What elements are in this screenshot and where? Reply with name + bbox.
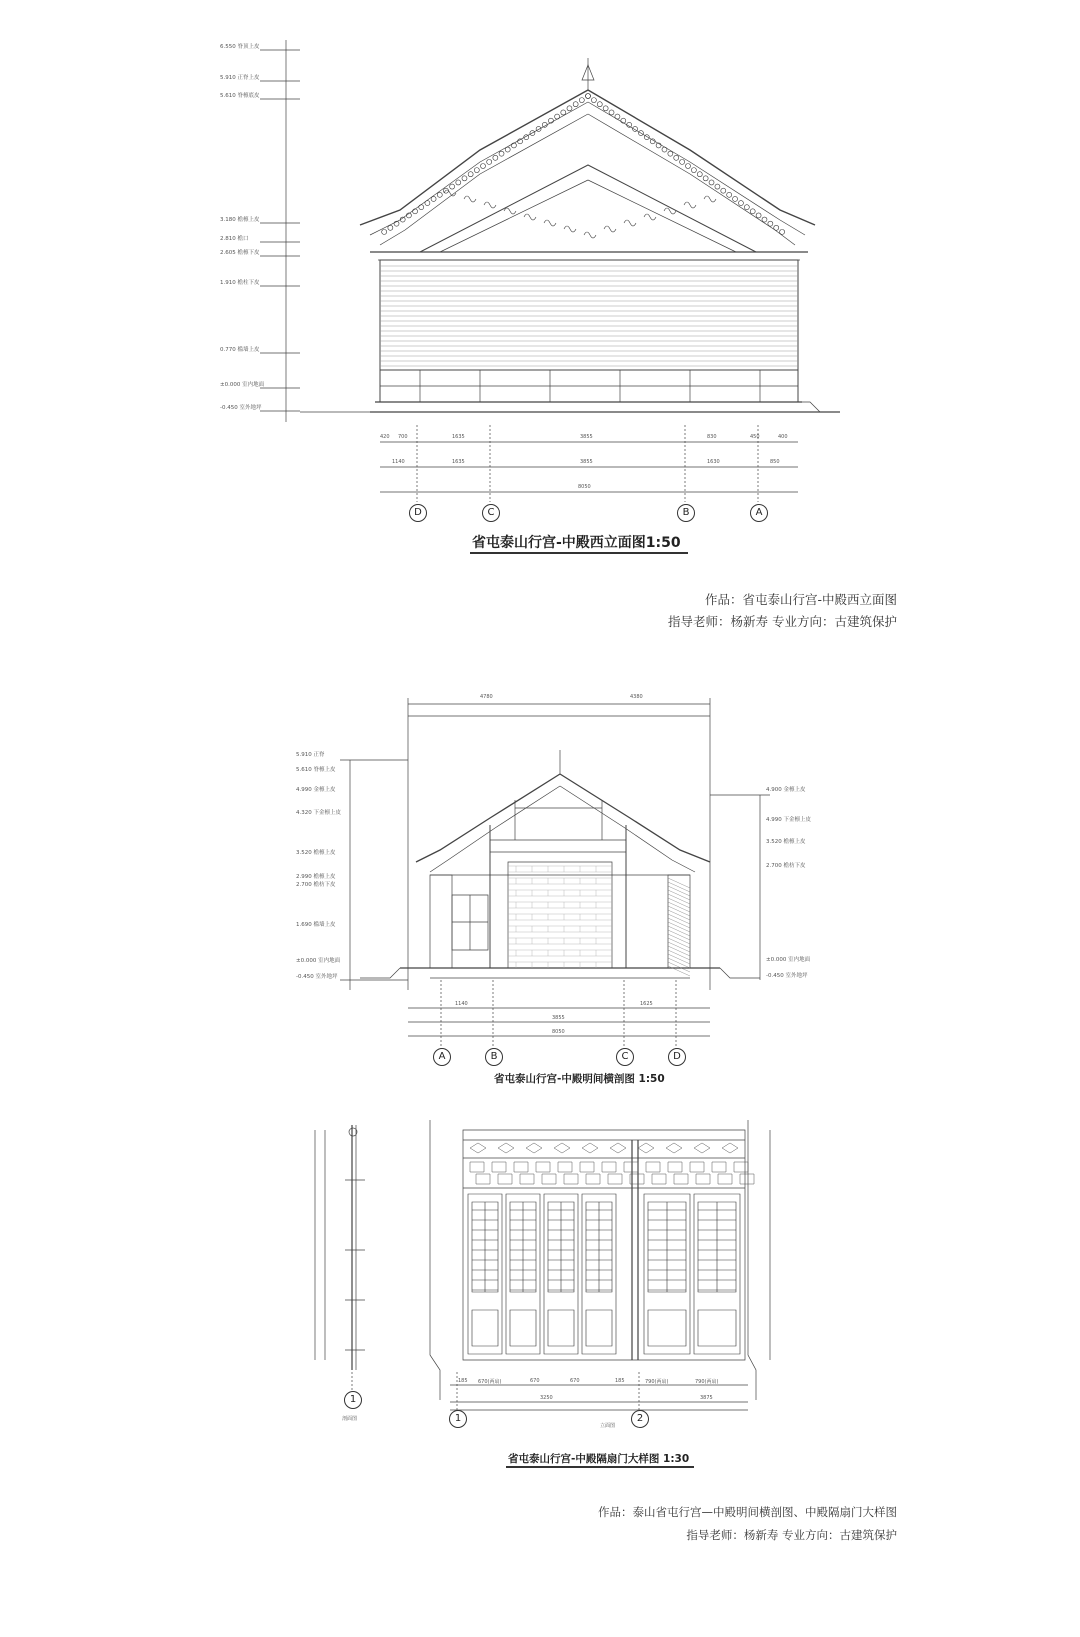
credit-work: 作品：省屯泰山行宫-中殿西立面图: [704, 592, 897, 607]
level-mark: 4.900 金檩上皮: [766, 787, 806, 793]
credit-advisor: 指导老师：杨新寿 专业方向：古建筑保护: [668, 614, 897, 629]
dimension-row: 1140 1635 3855 1630 850: [392, 459, 780, 465]
axis-bubble-c: C: [616, 1048, 634, 1066]
level-mark: ±0.000 室内地面: [220, 382, 265, 388]
level-mark: 2.605 檐檩下皮: [220, 250, 260, 256]
level-mark: 5.610 脊檩上皮: [296, 767, 336, 773]
drawing-caption: 省屯泰山行宫-中殿西立面图1:50: [472, 535, 681, 551]
level-mark: 4.320 下金檩上皮: [296, 810, 342, 816]
level-mark: 4.990 下金檩上皮: [766, 817, 812, 823]
dimension-top: 4380: [630, 694, 643, 700]
axis-bubble-1: 1: [344, 1391, 362, 1409]
level-mark: 2.700 檐枋下皮: [766, 863, 806, 869]
drawing-caption: 省屯泰山行宫-中殿隔扇门大样图 1:30: [508, 1453, 690, 1465]
level-mark: -0.450 室外地坪: [296, 974, 338, 980]
elevation-line-drawing: [220, 30, 840, 530]
level-mark: 2.810 檐口: [220, 236, 249, 242]
section-line-drawing: [290, 690, 830, 1070]
level-mark: 5.910 正脊上皮: [220, 75, 260, 81]
level-mark: 3.520 檐檩上皮: [296, 850, 336, 856]
level-mark: 0.770 槛墙上皮: [220, 347, 260, 353]
level-mark: 6.550 脊顶上皮: [220, 44, 260, 50]
level-mark: -0.450 室外地坪: [220, 405, 262, 411]
level-mark: 2.700 檐枋下皮: [296, 882, 336, 888]
level-mark: 1.910 檐柱下皮: [220, 280, 260, 286]
west-elevation-drawing: [220, 30, 840, 560]
level-mark: 5.610 脊檩底皮: [220, 93, 260, 99]
side-view-label: 剖面图: [342, 1416, 358, 1422]
level-mark: -0.450 室外地坪: [766, 973, 808, 979]
credit-advisor: 指导老师：杨新寿 专业方向：古建筑保护: [686, 1528, 897, 1542]
level-mark: 3.520 檐檩上皮: [766, 839, 806, 845]
axis-bubble-b: B: [485, 1048, 503, 1066]
axis-bubble-a: A: [433, 1048, 451, 1066]
level-mark: 5.910 正脊: [296, 752, 325, 758]
level-mark: ±0.000 室内地面: [296, 958, 341, 964]
cross-section-drawing: 4780 4380 5.910 正脊 5.610 脊檩上皮 4.990 金檩上皮 4.320 下金檩上皮 3.520 檐檩上皮 2.990 檐檩上皮 2.700 檐枋下皮 1.690 槛墙上皮 ±0.000 室内地面 -0.450 室外地坪 4.900 金檩上皮 4.990 下金檩上皮 3.520 檐檩上皮 2.700 檐枋下皮 ±0.000 室内地面 -0.450 室外地坪 1140 3855 1625 8050 A B C D: [290, 690, 830, 1070]
door-detail-drawing: 185 670(两扇) 670 670 185 790(两扇) 790(两扇) 3250 3875 1 1 2 剖面图 立面图: [300, 1110, 800, 1430]
level-mark: 2.990 檐檩上皮: [296, 874, 336, 880]
axis-bubble-d: D: [409, 504, 427, 522]
level-mark: ±0.000 室内地面: [766, 957, 811, 963]
axis-bubble-c: C: [482, 504, 500, 522]
credit-work: 作品：泰山省屯行宫—中殿明间横剖图、中殿隔扇门大样图: [598, 1505, 897, 1519]
door-dimension-row: 185 670(两扇) 670 670 185 790(两扇) 790(两扇): [458, 1378, 719, 1385]
front-view-label: 立面图: [600, 1423, 616, 1429]
caption-underline: [506, 1466, 694, 1468]
caption-underline: [470, 552, 688, 554]
drawing-caption: 省屯泰山行宫-中殿明间横剖图 1:50: [494, 1073, 665, 1085]
level-mark: 1.690 槛墙上皮: [296, 922, 336, 928]
level-mark: 4.990 金檩上皮: [296, 787, 336, 793]
axis-bubble-2: 2: [631, 1410, 649, 1428]
dimension-row: 420 700 1635 3855 830 450 400: [380, 434, 788, 440]
axis-bubble-a: A: [750, 504, 768, 522]
level-mark: 3.180 檐檩上皮: [220, 217, 260, 223]
axis-bubble-1: 1: [449, 1410, 467, 1428]
dimension-total: 8050: [578, 484, 591, 490]
axis-bubble-d: D: [668, 1048, 686, 1066]
axis-bubble-b: B: [677, 504, 695, 522]
dimension-top: 4780: [480, 694, 493, 700]
